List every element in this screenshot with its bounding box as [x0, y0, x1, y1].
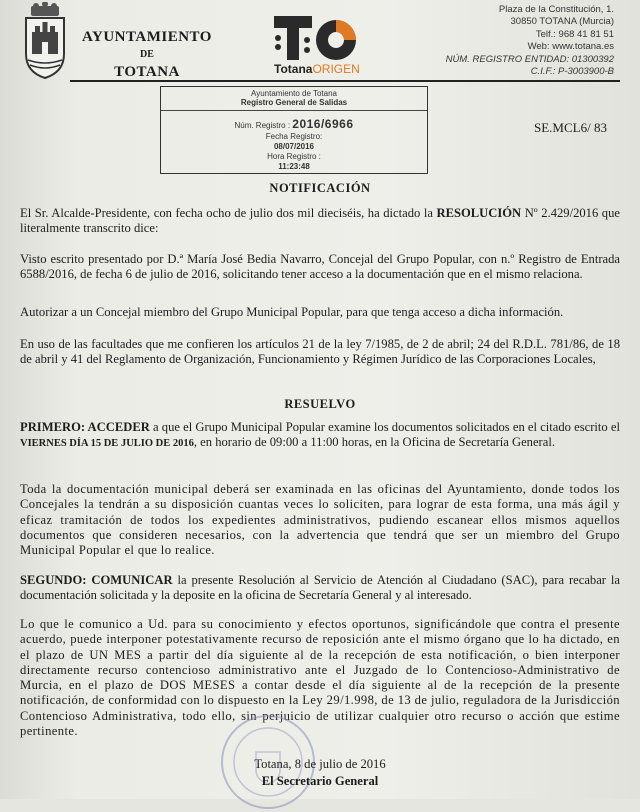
paragraph-segundo [20, 573, 620, 604]
primero-text-d: , en horario de 09:00 a 11:00 horas, en la Oficina de Secretaría General. [193, 435, 555, 450]
resuelvo-heading: RESUELVO [284, 397, 356, 411]
intro-text-a: El Sr. Alcalde-Presidente, con fecha ocho de julio dos mil dieciséis, ha dictado la [20, 206, 437, 220]
coat-of-arms-icon [22, 2, 68, 80]
primero-date: VIERNES DÍA 15 DE JULIO DE 2016 [20, 438, 194, 450]
address-line: Plaza de la Constitución, 1. [498, 4, 614, 15]
recursos-term-dos-meses: DOS MESES [159, 678, 236, 693]
logo-wordmark [274, 62, 360, 76]
logo-text-sub: ORIGEN [312, 62, 360, 76]
segundo-label: SEGUNDO: COMUNICAR [20, 573, 173, 587]
resolution-label: RESOLUCIÓN [436, 206, 522, 220]
registry-date-label: Fecha Registro: [265, 132, 323, 141]
logo-text-main: Totana [274, 62, 313, 76]
org-name-line2: DE [140, 49, 154, 60]
registry-stamp-box [160, 86, 428, 174]
recursos-text-a: Lo que le comunico a Ud. para su conocimiento y efectos oportunos, significándole que contra el presente acuerdo, puede interponer potestativamente recurso de reposición ante el mismo órgano que lo ha dictado, en el plazo de [20, 617, 620, 662]
document-title: NOTIFICACIÓN [269, 181, 371, 195]
registry-number [161, 117, 427, 131]
registry-office: Registro General de Salidas [161, 98, 427, 111]
org-name-line3: TOTANA [114, 64, 180, 80]
paragraph-visto: Visto escrito presentado por D.ª María José Bedia Navarro, Concejal del Grupo Popular, con n.º Registro de Entrada 6588/2016, de fecha 6 de julio de 2016, solicitando tener acceso a la documentación que en el mismo relaciona. [20, 252, 620, 282]
recursos-text-e: a contar desde el día siguiente al de la recepción de la presente notificación, de conformidad con lo dispuesto en la Ley 29/1.998, de 13 de julio, reguladora de la Jurisdicción Contencioso Administrativa, todo ello, sin perjuicio de utilizar cualquier otro recurso o acción que estime pertinente. [20, 678, 620, 739]
primero-text-b: a que el Grupo Municipal Popular examine los documentos solicitados en el citado escrito el [149, 420, 620, 434]
registry-date-value: 08/07/2016 [273, 142, 315, 151]
cif-line: C.I.F.: P-3003900-B [530, 66, 614, 78]
paragraph-recursos [20, 617, 620, 739]
registry-org: Ayuntamiento de Totana [251, 89, 337, 98]
registry-number-label: Núm. Registro : [234, 121, 291, 130]
primero-label: PRIMERO: ACCEDER [20, 420, 150, 434]
registry-number-value: 2016/6966 [292, 117, 354, 131]
header-divider [70, 80, 620, 82]
recursos-term-un-mes: UN MES [89, 647, 142, 662]
org-name-line1: AYUNTAMIENTO [82, 29, 212, 45]
paragraph-autorizar: Autorizar a un Concejal miembro del Grupo Municipal Popular, para que tenga acceso a dicha información. [20, 305, 564, 319]
web-line: Web: www.totana.es [527, 41, 614, 53]
paragraph-primero [20, 420, 620, 452]
recursos-text-c: a partir del día siguiente al de la recepción de esta notificación, o bien interponer directamente recurso contencioso administrativo ante el Juzgado de lo Contencioso-Administrativo de Murcia, en el plazo de [20, 647, 620, 693]
phone-line: Telf.: 968 41 81 51 [535, 28, 614, 40]
paragraph-facultades: En uso de las facultades que me confieren los artículos 21 de la ley 7/1985, de 2 de abril; 24 del R.D.L. 781/86, de 18 de abril y 41 del Reglamento de Organización, Funcionamiento y Régimen Jurídico de las Corporaciones Locales, [20, 337, 620, 367]
signer-title: El Secretario General [261, 774, 379, 788]
intro-text-c: Nº 2.429/2016 que literalmente transcrito dice: [20, 206, 620, 236]
address-line: 30850 TOTANA (Murcia) [510, 16, 614, 28]
registry-time-value: 11:23:48 [278, 162, 310, 171]
municipality-name [72, 30, 222, 80]
registry-time-label: Hora Registro : [267, 152, 321, 161]
segundo-text-b: la presente Resolución al Servicio de Atención al Ciudadano (SAC), para recabar la documentación solicitada y la deposite en la oficina de Secretaría General y al interesado. [20, 573, 620, 603]
intro-paragraph [20, 206, 620, 237]
reference-code: SE.MCL6/ 83 [534, 120, 607, 135]
place-and-date: Totana, 8 de julio de 2016 [254, 757, 386, 771]
address-block [446, 4, 614, 78]
entity-number-line: NÚM. REGISTRO ENTIDAD: 01300392 [445, 53, 614, 65]
paragraph-documentacion: Toda la documentación municipal deberá ser examinada en las oficinas del Ayuntamiento, donde todos los Concejales la tendrán a su disposición cuantas veces lo soliciten, para lograr de esta forma, una más ágil y eficaz tramitación de todos los expedientes administrativos, pudiendo escanear ellos mismos aquellos documentos que consideren necesarios, con la advertencia que tendrá que ser un miembro del Grupo Municipal Popular el que lo realice. [20, 482, 620, 558]
